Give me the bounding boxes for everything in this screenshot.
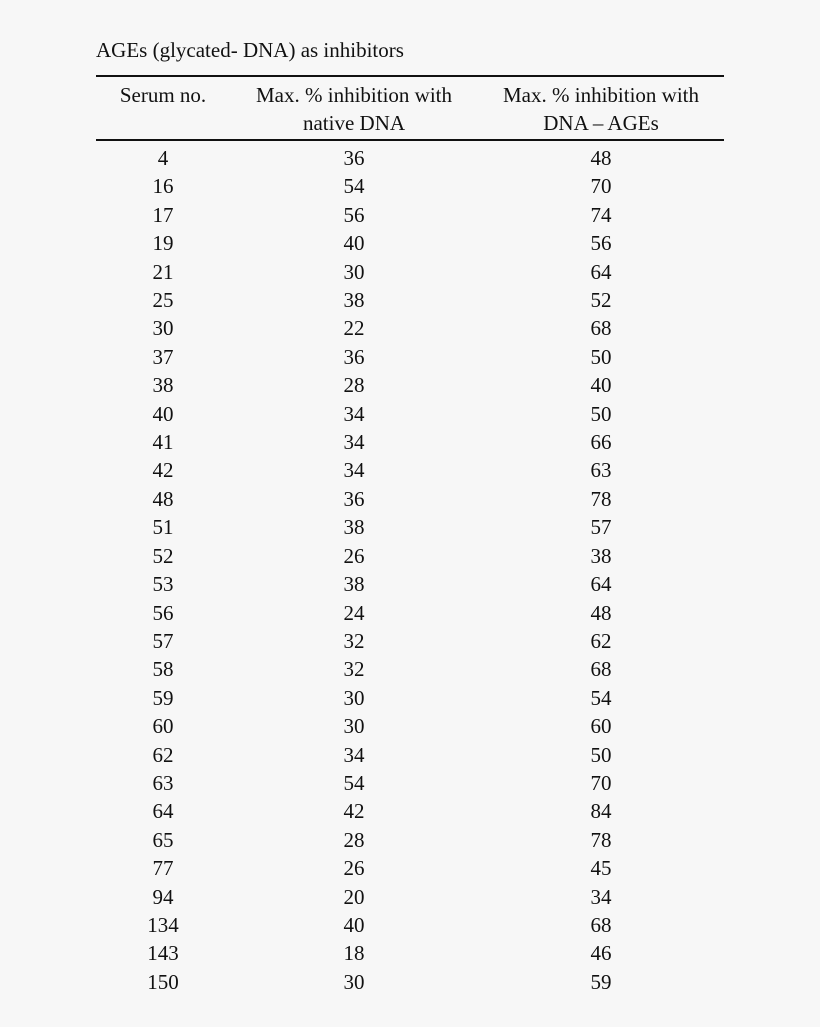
native-dna-cell: 38 bbox=[343, 288, 365, 313]
dna-ages-cell: 57 bbox=[590, 515, 612, 540]
serum-no-cell: 37 bbox=[152, 344, 174, 369]
dna-ages-cell: 84 bbox=[590, 799, 612, 824]
dna-ages-cell: 45 bbox=[590, 856, 612, 881]
table-row bbox=[96, 968, 724, 996]
table-row bbox=[96, 570, 724, 598]
header-label: Serum no. bbox=[119, 83, 207, 107]
serum-no-cell: 16 bbox=[152, 174, 174, 199]
table-row bbox=[96, 939, 724, 967]
native-dna-cell: 20 bbox=[343, 884, 365, 909]
table-row bbox=[96, 769, 724, 797]
header-label-sub: DNA – AGEs bbox=[543, 111, 659, 135]
dna-ages-cell: 34 bbox=[590, 884, 612, 909]
serum-no-cell: 60 bbox=[152, 714, 174, 739]
serum-no-cell: 62 bbox=[152, 742, 174, 767]
serum-no-cell: 21 bbox=[152, 259, 174, 284]
dna-ages-cell: 50 bbox=[590, 344, 612, 369]
table-row bbox=[96, 712, 724, 740]
native-dna-cell: 24 bbox=[343, 600, 365, 625]
serum-no-cell: 41 bbox=[152, 430, 174, 455]
dna-ages-cell: 59 bbox=[590, 969, 612, 994]
header-label-sub: native DNA bbox=[302, 111, 406, 135]
native-dna-cell: 38 bbox=[343, 572, 365, 597]
native-dna-cell: 38 bbox=[343, 515, 365, 540]
header-serum-no bbox=[96, 76, 230, 140]
serum-no-cell: 65 bbox=[152, 827, 174, 852]
table-row bbox=[96, 599, 724, 627]
serum-no-cell: 77 bbox=[152, 856, 174, 881]
dna-ages-cell: 68 bbox=[590, 657, 612, 682]
dna-ages-cell: 54 bbox=[590, 685, 612, 710]
table-row bbox=[96, 456, 724, 484]
native-dna-cell: 56 bbox=[343, 202, 365, 227]
serum-no-cell: 48 bbox=[152, 486, 174, 511]
dna-ages-cell: 78 bbox=[590, 827, 612, 852]
native-dna-cell: 40 bbox=[343, 912, 365, 937]
dna-ages-cell: 66 bbox=[590, 430, 612, 455]
dna-ages-cell: 60 bbox=[590, 714, 612, 739]
serum-no-cell: 64 bbox=[152, 799, 174, 824]
dna-ages-cell: 50 bbox=[590, 401, 612, 426]
serum-no-cell: 52 bbox=[152, 543, 174, 568]
native-dna-cell: 54 bbox=[343, 174, 365, 199]
native-dna-cell: 30 bbox=[343, 685, 365, 710]
serum-no-cell: 4 bbox=[157, 146, 169, 170]
header-label: Max. % inhibition with bbox=[503, 83, 699, 107]
native-dna-cell: 26 bbox=[343, 543, 365, 568]
table-row bbox=[96, 883, 724, 911]
native-dna-cell: 54 bbox=[343, 770, 365, 795]
serum-no-cell: 94 bbox=[152, 884, 174, 909]
table-row bbox=[96, 485, 724, 513]
serum-no-cell: 63 bbox=[152, 770, 174, 795]
dna-ages-cell: 46 bbox=[590, 941, 612, 966]
native-dna-cell: 34 bbox=[343, 742, 365, 767]
table-row bbox=[96, 741, 724, 769]
native-dna-cell: 30 bbox=[343, 969, 365, 994]
serum-no-cell: 58 bbox=[152, 657, 174, 682]
native-dna-cell: 40 bbox=[343, 231, 365, 256]
serum-no-cell: 25 bbox=[152, 288, 174, 313]
table-row bbox=[96, 201, 724, 229]
header-label: Max. % inhibition with bbox=[256, 83, 452, 107]
table-row bbox=[96, 400, 724, 428]
dna-ages-cell: 62 bbox=[590, 628, 612, 653]
dna-ages-cell: 64 bbox=[590, 259, 612, 284]
serum-no-cell: 143 bbox=[147, 941, 179, 966]
table-row bbox=[96, 286, 724, 314]
dna-ages-cell: 50 bbox=[590, 742, 612, 767]
dna-ages-cell: 68 bbox=[590, 316, 612, 341]
serum-no-cell: 134 bbox=[147, 912, 179, 937]
serum-no-cell: 53 bbox=[152, 572, 174, 597]
dna-ages-cell: 52 bbox=[590, 288, 612, 313]
native-dna-cell: 30 bbox=[343, 259, 365, 284]
table-body bbox=[96, 140, 724, 996]
table-row bbox=[96, 172, 724, 200]
serum-no-cell: 56 bbox=[152, 600, 174, 625]
dna-ages-cell: 38 bbox=[590, 543, 612, 568]
native-dna-cell: 36 bbox=[343, 344, 365, 369]
table-row bbox=[96, 542, 724, 570]
header-dna-ages bbox=[478, 76, 724, 140]
native-dna-cell: 26 bbox=[343, 856, 365, 881]
native-dna-cell: 36 bbox=[343, 486, 365, 511]
header-row bbox=[96, 76, 724, 140]
dna-ages-cell: 70 bbox=[590, 174, 612, 199]
serum-no-cell: 57 bbox=[152, 628, 174, 653]
serum-no-cell: 30 bbox=[152, 316, 174, 341]
native-dna-cell: 30 bbox=[343, 714, 365, 739]
dna-ages-cell: 74 bbox=[590, 202, 612, 227]
native-dna-cell: 28 bbox=[343, 827, 365, 852]
dna-ages-cell: 48 bbox=[590, 146, 612, 170]
native-dna-cell: 32 bbox=[343, 628, 365, 653]
serum-no-cell: 42 bbox=[152, 458, 174, 483]
table-row bbox=[96, 229, 724, 257]
dna-ages-cell: 48 bbox=[590, 600, 612, 625]
table-row bbox=[96, 797, 724, 825]
table-row bbox=[96, 627, 724, 655]
native-dna-cell: 18 bbox=[343, 941, 365, 966]
native-dna-cell: 32 bbox=[343, 657, 365, 682]
table-row bbox=[96, 258, 724, 286]
table-row bbox=[96, 854, 724, 882]
table-row bbox=[96, 371, 724, 399]
table-caption: AGEs (glycated- DNA) as inhibitors bbox=[96, 38, 404, 62]
dna-ages-cell: 40 bbox=[590, 373, 612, 398]
table-row bbox=[96, 513, 724, 541]
serum-no-cell: 19 bbox=[152, 231, 174, 256]
dna-ages-cell: 64 bbox=[590, 572, 612, 597]
native-dna-cell: 34 bbox=[343, 458, 365, 483]
native-dna-cell: 22 bbox=[343, 316, 365, 341]
data-table bbox=[96, 75, 724, 996]
dna-ages-cell: 63 bbox=[590, 458, 612, 483]
table-row bbox=[96, 911, 724, 939]
dna-ages-cell: 70 bbox=[590, 770, 612, 795]
native-dna-cell: 42 bbox=[343, 799, 365, 824]
header-native-dna bbox=[230, 76, 478, 140]
serum-no-cell: 38 bbox=[152, 373, 174, 398]
table-header bbox=[96, 76, 724, 140]
serum-no-cell: 51 bbox=[152, 515, 174, 540]
native-dna-cell: 28 bbox=[343, 373, 365, 398]
dna-ages-cell: 56 bbox=[590, 231, 612, 256]
serum-no-cell: 40 bbox=[152, 401, 174, 426]
native-dna-cell: 36 bbox=[343, 146, 365, 170]
table-row bbox=[96, 655, 724, 683]
dna-ages-cell: 78 bbox=[590, 486, 612, 511]
serum-no-cell: 59 bbox=[152, 685, 174, 710]
serum-no-cell: 150 bbox=[147, 969, 179, 994]
dna-ages-cell: 68 bbox=[590, 912, 612, 937]
table-row bbox=[96, 428, 724, 456]
table-row bbox=[96, 826, 724, 854]
serum-no-cell: 17 bbox=[152, 202, 174, 227]
table-row bbox=[96, 684, 724, 712]
document bbox=[96, 36, 724, 996]
native-dna-cell: 34 bbox=[343, 401, 365, 426]
table-row bbox=[96, 140, 724, 172]
table-row bbox=[96, 343, 724, 371]
table-row bbox=[96, 314, 724, 342]
native-dna-cell: 34 bbox=[343, 430, 365, 455]
